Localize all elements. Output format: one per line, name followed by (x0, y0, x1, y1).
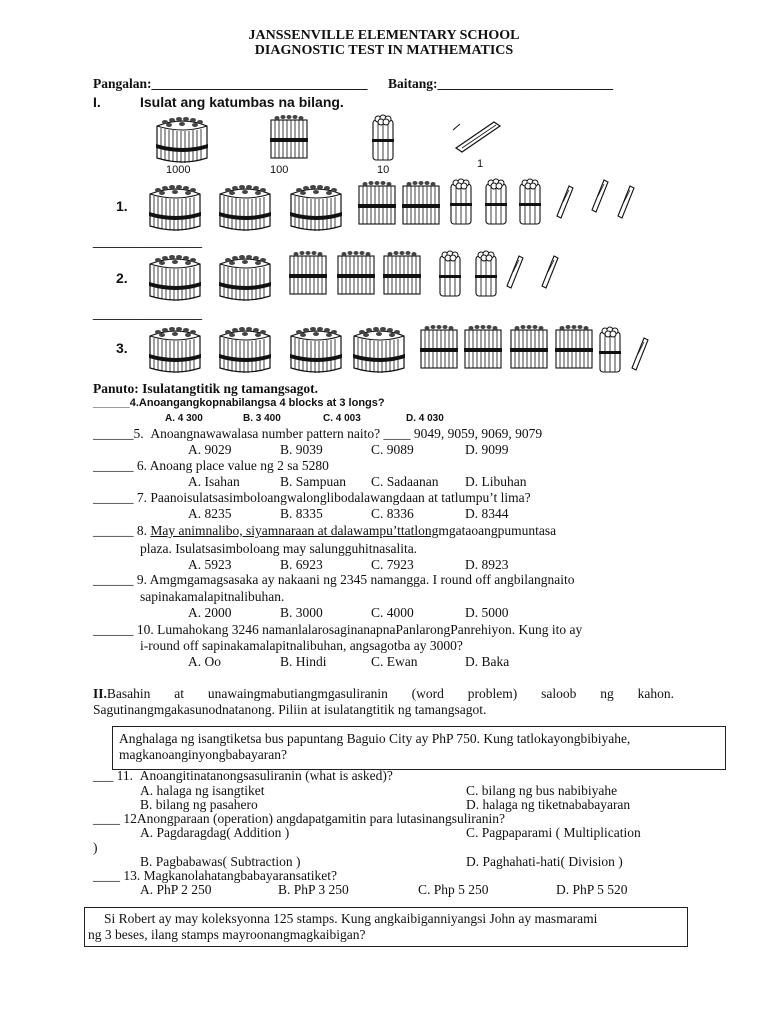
q5 (93, 426, 542, 442)
q8-choice-c[interactable]: C. 7923 (371, 557, 414, 572)
q9-choice-b[interactable]: B. 3000 (280, 605, 323, 620)
q7-blank[interactable]: ______ (93, 490, 134, 505)
ten-long-icon (372, 115, 394, 160)
q8-text-end: mgataoangpumuntasa (438, 523, 557, 538)
q5-choice-c[interactable]: C. 9089 (371, 442, 414, 457)
q11-choice-c[interactable]: C. bilang ng bus nabibiyahe (466, 783, 618, 798)
q9-choice-d[interactable]: D. 5000 (465, 605, 509, 620)
problem2-line1: Si Robert ay may koleksyonna 125 stamps. Kung angkaibiganniyangsi John ay masmarami (104, 911, 598, 926)
legend-100: 100 (270, 164, 289, 176)
q11-choice-b[interactable]: B. bilang ng pasahero (140, 797, 258, 812)
q7-choice-d[interactable]: D. 8344 (465, 506, 509, 521)
q5-text: Anoangnawawalasa number pattern naito? ____ 9049, 9059, 9069, 9079 (150, 426, 543, 441)
q5-choice-a[interactable]: A. 9029 (188, 442, 232, 457)
q4-text: Anoangangkopnabilangsa 4 blocks at 3 longs? (138, 397, 385, 409)
name-field[interactable]: Pangalan:________________________________ (93, 76, 368, 91)
item2-blocks (149, 255, 271, 301)
q9-text: 9. Amgmgamagsasaka ay nakaani ng 2345 namangga. I round off angbilangnaito (136, 572, 575, 587)
q6-choice-c[interactable]: C. Sadaanan (371, 474, 439, 489)
q9 (93, 572, 575, 588)
q7-choice-a[interactable]: A. 8235 (188, 506, 232, 521)
problem1-line2: magkanoanginyongbabayaran? (119, 747, 287, 762)
q8 (93, 523, 556, 539)
q5-blank[interactable]: ______5. (93, 426, 144, 441)
q4-choice-a[interactable]: A. 4 300 (165, 413, 203, 424)
legend-10: 10 (377, 164, 390, 176)
item1-flats (358, 181, 440, 224)
grade-field[interactable]: Baitang:__________________________ (388, 76, 614, 91)
item1-ones (557, 180, 634, 218)
q12-choice-a[interactable]: A. Pagdaragdag( Addition ) (140, 825, 290, 840)
hundred-flat-icon (270, 115, 308, 158)
item2-ones (507, 256, 558, 288)
q9-text-line2: sapinakamalapitnalibuhan. (140, 589, 285, 604)
q6-blank[interactable]: ______ (93, 458, 134, 473)
q12-choice-b[interactable]: B. Pagbabawas( Subtraction ) (140, 854, 301, 869)
q13-choice-b[interactable]: B. PhP 3 250 (278, 882, 349, 897)
item1-answer-line[interactable]: ______________ (93, 232, 203, 248)
part2-intro-line2: Sagutinangmgakasunodnatanong. Piliin at isulatangtitik ng tamangsagot. (93, 702, 487, 717)
q4-choice-c[interactable]: C. 4 003 (323, 413, 361, 424)
q9-choice-c[interactable]: C. 4000 (371, 605, 414, 620)
part2-numeral: II. (93, 686, 107, 701)
q11 (93, 768, 393, 784)
q6-choice-b[interactable]: B. Sampuan (280, 474, 346, 489)
q9-choice-a[interactable]: A. 2000 (188, 605, 232, 620)
q11-choice-a[interactable]: A. halaga ng isangtiket (140, 783, 265, 798)
q10-choice-c[interactable]: C. Ewan (371, 654, 418, 669)
q7 (93, 490, 531, 506)
q10-choice-a[interactable]: A. Oo (188, 654, 221, 669)
q5-choice-d[interactable]: D. 9099 (465, 442, 509, 457)
item3-ones (632, 338, 648, 370)
q6-text: 6. Anoang place value ng 2 sa 5280 (136, 458, 329, 473)
q10-blank[interactable]: ______ (93, 622, 134, 637)
problem2-line2: ng 3 beses, ilang stamps mayroonangmagkaibigan? (88, 927, 366, 942)
q4 (93, 397, 385, 409)
instructions: Panuto: Isulatangtitik ng tamangsagot. (93, 381, 319, 396)
item3-label: 3. (116, 340, 128, 356)
q7-choice-c[interactable]: C. 8336 (371, 506, 414, 521)
q8-choice-a[interactable]: A. 5923 (188, 557, 232, 572)
part1-numeral: I. (93, 94, 101, 110)
item2-longs (439, 251, 497, 296)
q13-choice-c[interactable]: C. Php 5 250 (418, 882, 489, 897)
part2-intro-line1 (93, 686, 674, 702)
problem1-line1: Anghalaga ng isangtiketsa bus papuntang Baguio City ay PhP 750. Kung tatlokayongbibiyahe, (119, 731, 631, 746)
thousand-block-icon (156, 117, 208, 163)
q10-choice-b[interactable]: B. Hindi (280, 654, 327, 669)
item1-longs (450, 179, 541, 224)
q12-blank[interactable]: ____ (93, 811, 120, 826)
q12-choice-c-wrap: ) (93, 840, 98, 855)
legend-1000: 1000 (166, 164, 191, 176)
q12-choice-c[interactable]: C. Pagpaparami ( Multiplication (466, 825, 641, 840)
q6-choice-d[interactable]: D. Libuhan (465, 474, 527, 489)
q8-underlined-words: May animnalibo, siyamnaraan at dalawampu’ttatlong (150, 523, 439, 538)
item3-blocks (149, 327, 405, 373)
q6 (93, 458, 329, 474)
q8-choice-b[interactable]: B. 6923 (280, 557, 323, 572)
q13-choice-d[interactable]: D. PhP 5 520 (556, 882, 628, 897)
q7-choice-b[interactable]: B. 8335 (280, 506, 323, 521)
q9-blank[interactable]: ______ (93, 572, 134, 587)
one-unit-icon (453, 122, 500, 152)
q13-text: 13. Magkanolahatangbabayaransatiket? (123, 868, 338, 883)
item3-flats (420, 325, 593, 368)
q5-choice-b[interactable]: B. 9039 (280, 442, 323, 457)
q13-choice-a[interactable]: A. PhP 2 250 (140, 882, 212, 897)
part1-title: Isulat ang katumbas na bilang. (140, 94, 344, 110)
q4-choice-d[interactable]: D. 4 030 (406, 413, 444, 424)
q10-choice-d[interactable]: D. Baka (465, 654, 510, 669)
q12-text: 12Anongparaan (operation) angdapatgamitin para lutasinangsuliranin? (123, 811, 505, 826)
q8-text-start: 8. (136, 523, 151, 538)
q11-blank[interactable]: ___ 11. (93, 768, 133, 783)
q10-text: 10. Lumahokang 3246 namanlalarosaginanapnaPanlarongPanrehiyon. Kung ito ay (136, 622, 583, 637)
item3-longs (599, 327, 621, 372)
q4-blank[interactable]: ______4. (93, 397, 139, 409)
q12-choice-d[interactable]: D. Paghahati-hati( Division ) (466, 854, 623, 869)
item1-label: 1. (116, 198, 128, 214)
part2-intro-text: Basahin at unawaingmabutiangmgasuliranin (word problem) saloob ng kahon. (106, 686, 674, 701)
q8-text-line2: plaza. Isulatsasimboloang may salungguhitnasalita. (140, 541, 418, 556)
q11-choice-d[interactable]: D. halaga ng tiketnababayaran (466, 797, 631, 812)
q10 (93, 622, 582, 638)
q6-choice-a[interactable]: A. Isahan (188, 474, 240, 489)
item2-flats (289, 251, 421, 294)
legend-1: 1 (477, 158, 484, 170)
q10-text-line2: i-round off sapinakamalapitnalibuhan, angsagotba ay 3000? (140, 638, 463, 653)
q4-choice-b[interactable]: B. 3 400 (243, 413, 281, 424)
item1-blocks (149, 185, 342, 231)
item2-answer-line[interactable]: ______________ (93, 304, 203, 320)
q7-text: 7. Paanoisulatsasimboloangwalonglibodalawangdaan at tatlumpu’t lima? (136, 490, 531, 505)
q8-choice-d[interactable]: D. 8923 (465, 557, 509, 572)
test-title: DIAGNOSTIC TEST IN MATHEMATICS (254, 43, 514, 58)
item2-label: 2. (116, 270, 128, 286)
q13-blank[interactable]: ____ (93, 868, 120, 883)
school-name: JANSSENVILLE ELEMENTARY SCHOOL (248, 28, 520, 43)
q11-text: Anoangitinatanongsasuliranin (what is asked)? (139, 768, 393, 783)
q8-blank[interactable]: ______ (93, 523, 134, 538)
